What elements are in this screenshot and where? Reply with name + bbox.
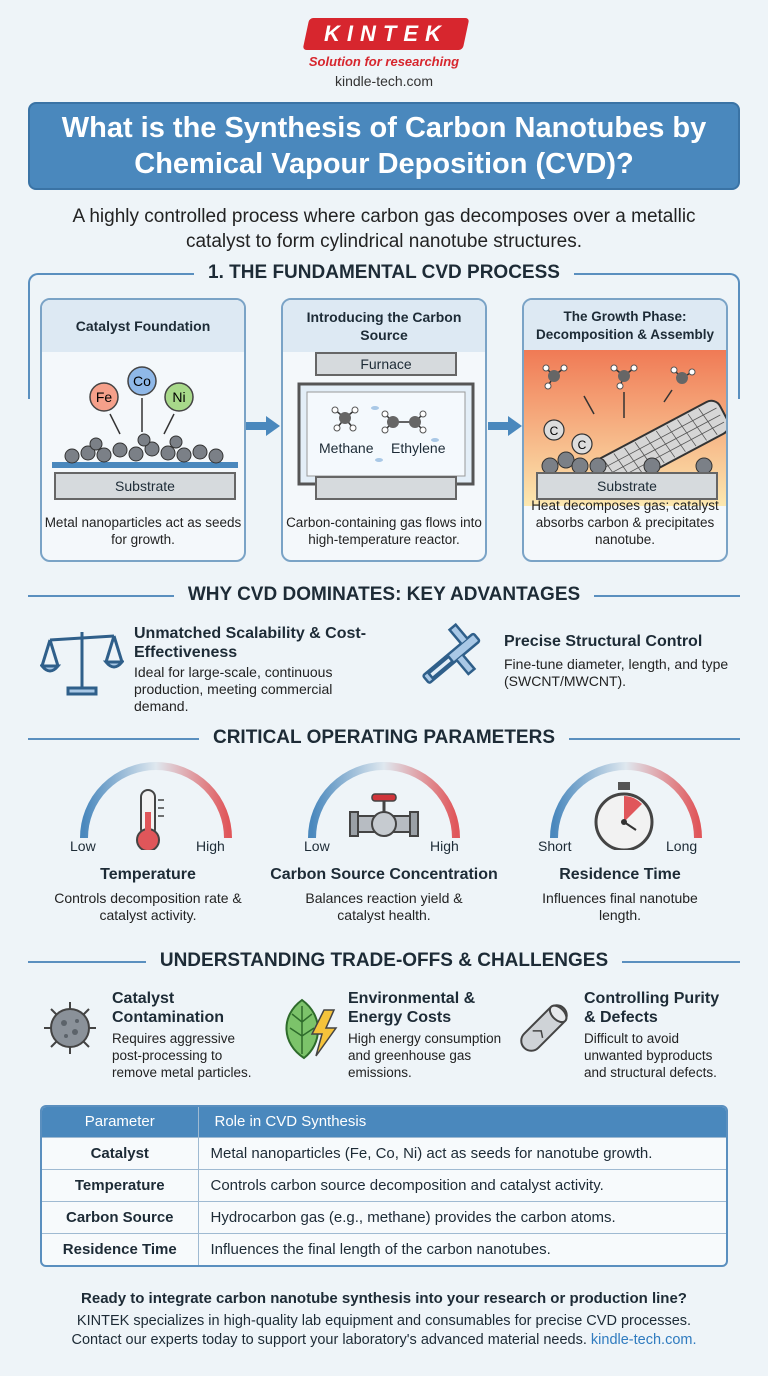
ni-label: Ni bbox=[172, 389, 186, 405]
co-label: Co bbox=[133, 373, 151, 389]
param-title: Temperature bbox=[100, 866, 196, 883]
site-link[interactable]: kindle-tech.com bbox=[334, 73, 434, 89]
gauge-low-label: Short bbox=[538, 838, 572, 854]
substrate-label: Substrate bbox=[536, 472, 718, 500]
table-header-row bbox=[42, 1107, 726, 1137]
section3-title: CRITICAL OPERATING PARAMETERS bbox=[0, 727, 768, 749]
carbon-label: C bbox=[577, 438, 587, 452]
footer-line2-wrap bbox=[0, 1332, 768, 1348]
challenge-text: Requires aggressive post-processing to remove metal particles. bbox=[112, 1031, 252, 1080]
table-cell: Controls carbon source decomposition and catalyst activity. bbox=[198, 1169, 726, 1201]
advantage-text: Fine-tune diameter, length, and type (SWCNT/MWCNT). bbox=[504, 656, 729, 689]
nanotube-defect-icon bbox=[512, 996, 576, 1060]
param-title: Carbon Source Concentration bbox=[270, 866, 498, 883]
summary-table bbox=[40, 1105, 728, 1267]
gauge-concentration bbox=[302, 760, 466, 850]
tagline: Solution for researching bbox=[308, 54, 460, 69]
challenge-text: Difficult to avoid unwanted byproducts and structural defects. bbox=[584, 1031, 717, 1080]
challenge-title: Catalyst Contamination bbox=[112, 990, 224, 1026]
contamination-icon bbox=[38, 996, 102, 1060]
table-cell: Residence Time bbox=[42, 1233, 198, 1265]
table-row bbox=[42, 1137, 726, 1169]
table-cell: Hydrocarbon gas (e.g., methane) provides the carbon atoms. bbox=[198, 1201, 726, 1233]
table-header: Parameter bbox=[42, 1107, 198, 1137]
panel-caption: Carbon-containing gas flows into high-temperature reactor. bbox=[286, 515, 482, 547]
table-header: Role in CVD Synthesis bbox=[198, 1107, 726, 1137]
arrow-right-icon bbox=[246, 414, 280, 438]
challenge-title: Controlling Purity & Defects bbox=[584, 990, 720, 1026]
param-text: Controls decomposition rate & catalyst activity. bbox=[54, 890, 242, 923]
subtitle: A highly controlled process where carbon gas decomposes over a metallic catalyst to form cylindrical nanotube structures. bbox=[72, 206, 696, 252]
table-row bbox=[42, 1169, 726, 1201]
kintek-logo[interactable] bbox=[303, 18, 470, 50]
logo-text: KINTEK bbox=[324, 21, 448, 46]
gauge-residence-time bbox=[544, 760, 708, 850]
panel-title: The Growth Phase: Decomposition & Assembly bbox=[524, 300, 726, 352]
challenge-title: Environmental & Energy Costs bbox=[348, 990, 476, 1026]
carbon-label: C bbox=[549, 424, 559, 438]
advantage-title: Unmatched Scalability & Cost-Effectiveness bbox=[134, 625, 367, 661]
panel-catalyst-foundation bbox=[40, 298, 246, 562]
panel-caption: Metal nanoparticles act as seeds for growth. bbox=[44, 515, 242, 547]
methane-label: Methane bbox=[319, 440, 374, 456]
fe-label: Fe bbox=[95, 389, 113, 405]
gauge-temperature bbox=[74, 760, 238, 850]
arrow-right-icon bbox=[488, 414, 522, 438]
leaf-lightning-icon bbox=[278, 996, 342, 1062]
challenge-text: High energy consumption and greenhouse gas emissions. bbox=[348, 1031, 502, 1080]
furnace-label: Furnace bbox=[315, 352, 457, 376]
panel-growth-phase bbox=[522, 298, 728, 562]
table-cell: Carbon Source bbox=[42, 1201, 198, 1233]
param-title: Residence Time bbox=[559, 866, 681, 883]
gauge-low-label: Low bbox=[304, 838, 330, 854]
table-cell: Influences the final length of the carbon nanotubes. bbox=[198, 1233, 726, 1265]
footer-line2: Contact our experts today to support your laboratory's advanced material needs. bbox=[71, 1332, 587, 1348]
furnace-base bbox=[315, 476, 457, 500]
caliper-icon bbox=[416, 622, 492, 698]
panel-title: Introducing the Carbon Source bbox=[283, 300, 485, 352]
footer-cta: Ready to integrate carbon nanotube synthesis into your research or production line? bbox=[81, 1290, 687, 1307]
substrate-label: Substrate bbox=[54, 472, 236, 500]
panel-caption: Heat decomposes gas; catalyst absorbs carbon & precipitates nanotube. bbox=[531, 498, 719, 547]
param-text: Influences final nanotube length. bbox=[542, 890, 698, 923]
table-row bbox=[42, 1201, 726, 1233]
page-title: What is the Synthesis of Carbon Nanotubes by Chemical Vapour Deposition (CVD)? bbox=[28, 102, 740, 190]
advantage-text: Ideal for large-scale, continuous production, meeting commercial demand. bbox=[134, 664, 333, 714]
footer-line1: KINTEK specializes in high-quality lab equipment and consumables for precise CVD processes. bbox=[76, 1313, 692, 1329]
table-cell: Temperature bbox=[42, 1169, 198, 1201]
section4-title: UNDERSTANDING TRADE-OFFS & CHALLENGES bbox=[0, 950, 768, 972]
table-cell: Catalyst bbox=[42, 1137, 198, 1169]
balance-scale-icon bbox=[40, 626, 124, 698]
gauge-low-label: Low bbox=[70, 838, 96, 854]
section2-title: WHY CVD DOMINATES: KEY ADVANTAGES bbox=[0, 584, 768, 606]
table-row bbox=[42, 1233, 726, 1265]
gauge-high-label: High bbox=[430, 838, 459, 854]
panel-carbon-source bbox=[281, 298, 487, 562]
table-cell: Metal nanoparticles (Fe, Co, Ni) act as seeds for nanotube growth. bbox=[198, 1137, 726, 1169]
footer-link[interactable]: kindle-tech.com. bbox=[590, 1332, 697, 1348]
param-text: Balances reaction yield & catalyst health. bbox=[305, 890, 463, 923]
gauge-high-label: High bbox=[196, 838, 225, 854]
advantage-title: Precise Structural Control bbox=[504, 633, 703, 650]
section1-title: 1. THE FUNDAMENTAL CVD PROCESS bbox=[0, 262, 768, 284]
gauge-high-label: Long bbox=[666, 838, 698, 854]
panel-title: Catalyst Foundation bbox=[42, 300, 244, 352]
ethylene-label: Ethylene bbox=[391, 440, 446, 456]
